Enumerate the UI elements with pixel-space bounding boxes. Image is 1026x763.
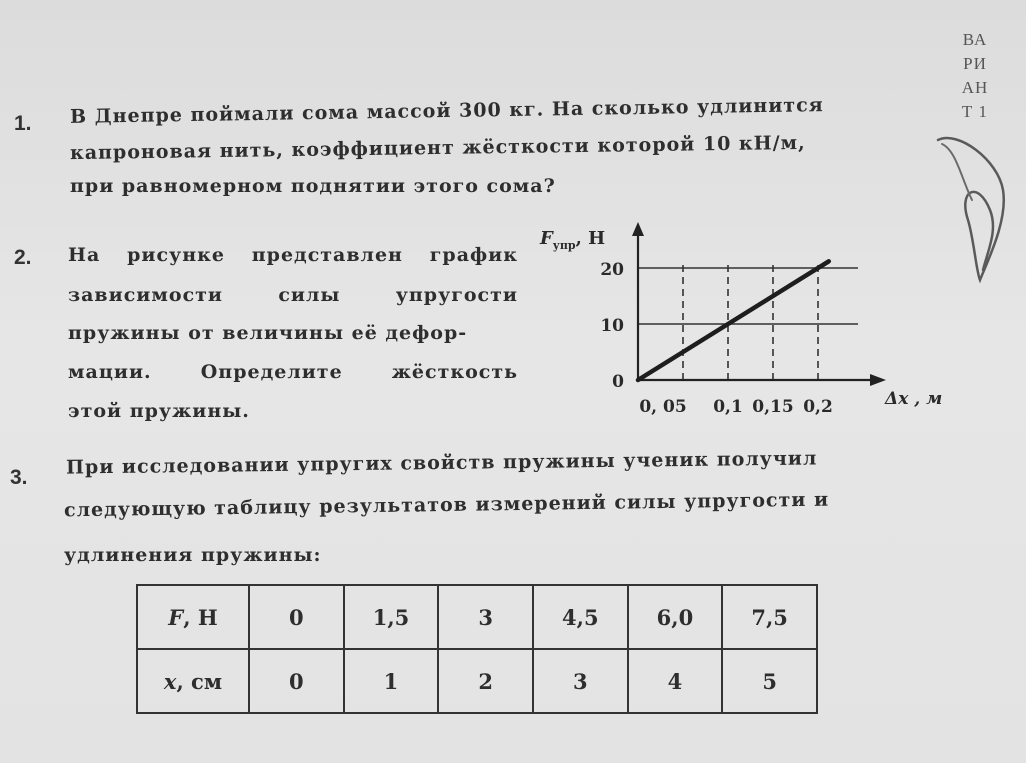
force-symbol: F	[168, 604, 184, 630]
table-row	[137, 585, 817, 649]
table-cell: 2	[438, 649, 533, 713]
y-label-unit: , Н	[575, 228, 606, 249]
table-cell: 3	[533, 649, 628, 713]
row-label-force	[137, 585, 249, 649]
table-cell: 0	[249, 585, 344, 649]
word: рисунке	[127, 244, 225, 266]
word: На	[68, 244, 101, 266]
y-axis-arrow	[632, 222, 644, 236]
variant-line: РИ	[963, 54, 987, 73]
x-tick-label: 0, 05	[639, 397, 687, 417]
word: жёсткость	[391, 361, 518, 383]
variant-line: АН	[961, 78, 989, 97]
x-axis-arrow	[870, 374, 886, 386]
variant-label	[952, 28, 998, 124]
force-unit: , Н	[183, 604, 218, 630]
table-cell: 3	[438, 585, 533, 649]
extension-unit: , см	[176, 668, 223, 694]
problem-number: 2.	[14, 246, 32, 269]
word: силы	[278, 284, 341, 306]
word: упругости	[395, 284, 518, 306]
x-axis-label: Δx , м	[885, 389, 943, 409]
y-tick-label: 10	[600, 316, 624, 336]
problem-2-line-4	[68, 361, 518, 383]
problem-number: 1.	[14, 112, 32, 135]
word: мации.	[68, 361, 152, 383]
word: график	[429, 244, 518, 266]
problem-1-line-3: при равномерном поднятии этого сома?	[70, 175, 556, 197]
y-axis-label	[539, 228, 605, 252]
table-cell: 1,5	[344, 585, 439, 649]
table-cell: 4	[628, 649, 723, 713]
y-tick-label: 0	[612, 372, 624, 392]
problem-2-line-2	[68, 284, 518, 306]
problem-2-line-1	[68, 244, 518, 266]
table-cell: 0	[249, 649, 344, 713]
problem-2-line-3: пружины от величины её дефор-	[68, 322, 468, 344]
problem-1-line-1: В Днепре поймали сома массой 300 кг. На сколько удлинится	[69, 94, 824, 128]
row-label-extension	[137, 649, 249, 713]
problem-2-line-5: этой пружины.	[68, 400, 250, 422]
problem-3-line-1: При исследовании упругих свойств пружины ученик получил	[65, 447, 818, 479]
table-cell: 4,5	[533, 585, 628, 649]
force-vs-deformation-chart	[530, 218, 960, 428]
extension-symbol: x	[163, 668, 177, 694]
problem-1-line-2: капроновая нить, коэффициент жёсткости которой 10 кН/м,	[69, 131, 806, 165]
variant-line: Т 1	[961, 102, 989, 121]
force-line	[638, 261, 829, 380]
table-row	[137, 649, 817, 713]
x-tick-label: 0,1	[713, 397, 743, 417]
y-tick-label: 20	[600, 260, 624, 280]
word: представлен	[251, 244, 403, 266]
measurement-table	[136, 584, 818, 714]
problem-number: 3.	[10, 466, 28, 489]
x-tick-label: 0,15	[752, 397, 794, 417]
table-cell: 1	[344, 649, 439, 713]
variant-line: ВА	[962, 30, 988, 49]
problem-3-line-2: следующую таблицу результатов измерений силы упругости и	[63, 488, 830, 522]
table-cell: 5	[722, 649, 817, 713]
word: зависимости	[68, 284, 224, 306]
y-label-subscript: упр	[552, 239, 576, 252]
word: Определите	[200, 361, 343, 383]
y-label-symbol: F	[540, 228, 553, 249]
problem-3-line-3: удлинения пружины:	[64, 544, 322, 566]
x-tick-label: 0,2	[803, 397, 833, 417]
table-cell: 6,0	[628, 585, 723, 649]
table-cell: 7,5	[722, 585, 817, 649]
